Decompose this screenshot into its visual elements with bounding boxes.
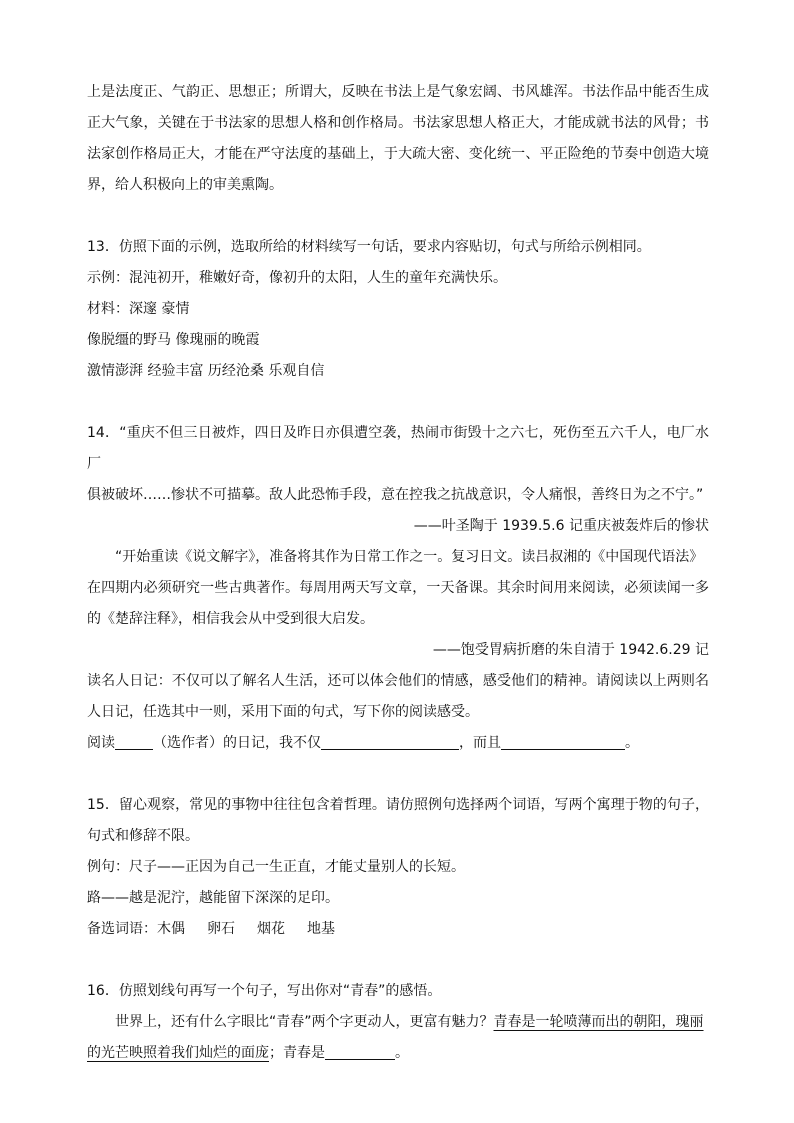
q14-quote-line: “开始重读《说文解字》，准备将其作为日常工作之一。复习日文。读吕叔湘的《中国现代语法》 bbox=[115, 549, 704, 565]
q15-options bbox=[87, 914, 709, 945]
q14-source: ——饱受胃病折磨的朱自清于 1942.6.29 记 bbox=[432, 642, 709, 658]
option-word: 地基 bbox=[307, 921, 335, 937]
spacer bbox=[87, 945, 709, 976]
q16-text bbox=[87, 1007, 709, 1038]
q15-prompt: 15．留心观察，常见的事物中往往包含着哲理。请仿照例句选择两个词语，写两个寓理于物的句子， bbox=[87, 797, 709, 813]
document-content bbox=[87, 77, 709, 1069]
option-word: 烟花 bbox=[257, 921, 285, 937]
paragraph-line: 界，给人积极向上的审美熏陶。 bbox=[87, 177, 283, 193]
q14-answer-frame bbox=[87, 728, 709, 759]
q14-quote-line: 的《楚辞注释》，相信我会从中受到很大启发。 bbox=[87, 611, 374, 627]
q13-materials: 像脱缰的野马 像瑰丽的晚霞 bbox=[87, 332, 260, 348]
frame-text: （选作者）的日记，我不仅 bbox=[153, 735, 321, 751]
answer-blank[interactable] bbox=[325, 1043, 395, 1060]
option-word: 卵石 bbox=[207, 921, 235, 937]
q13-materials: 材料：深邃 豪情 bbox=[87, 301, 190, 317]
underlined-sentence: 青春是一轮喷薄而出的朝阳，瑰丽 bbox=[493, 1014, 704, 1030]
q13-prompt: 13．仿照下面的示例，选取所给的材料续写一句话，要求内容贴切，句式与所给示例相同。 bbox=[87, 239, 651, 255]
paragraph-line: 正大气象，关键在于书法家的思想人格和创作格局。书法家思想人格正大，才能成就书法的风骨；书 bbox=[87, 115, 709, 131]
frame-text: 。 bbox=[625, 735, 639, 751]
q16-text-plain: 世界上，还有什么字眼比“青春”两个字更动人，更富有魅力？ bbox=[115, 1014, 494, 1030]
q13-example: 示例：混沌初开，稚嫩好奇，像初升的太阳，人生的童年充满快乐。 bbox=[87, 270, 507, 286]
answer-blank[interactable] bbox=[115, 733, 153, 750]
q16-text-plain: 。 bbox=[395, 1045, 409, 1061]
answer-blank[interactable] bbox=[501, 733, 625, 750]
q16-text-plain: ；青春是 bbox=[269, 1045, 325, 1061]
q14-task-line: 读名人日记：不仅可以了解名人生活，还可以体会他们的情感，感受他们的精神。请阅读以上两则名 bbox=[87, 673, 709, 689]
underlined-sentence: 的光芒映照着我们灿烂的面庞 bbox=[87, 1045, 269, 1061]
paragraph-line: 法家创作格局正大，才能在严守法度的基础上，于大疏大密、变化统一、平正险绝的节奏中创造大境 bbox=[87, 146, 709, 162]
q14-quote-line: 14．“重庆不但三日被炸，四日及昨日亦俱遭空袭，热闹市街毁十之六七，死伤至五六千人，电厂水厂 bbox=[87, 425, 709, 472]
q16-prompt: 16．仿照划线句再写一个句子，写出你对“青春”的感悟。 bbox=[87, 983, 442, 999]
q16-text bbox=[87, 1038, 709, 1069]
answer-blank[interactable] bbox=[321, 733, 459, 750]
options-label: 备选词语： bbox=[87, 921, 157, 937]
q15-example: 例句：尺子——正因为自己一生正直，才能丈量别人的长短。 bbox=[87, 859, 465, 875]
q14-source: ——叶圣陶于 1939.5.6 记重庆被轰炸后的惨状 bbox=[413, 518, 709, 534]
q15-example: 路——越是泥泞，越能留下深深的足印。 bbox=[87, 890, 339, 906]
spacer bbox=[87, 201, 709, 232]
option-word: 木偶 bbox=[157, 921, 185, 937]
q13-materials: 激情澎湃 经验丰富 历经沧桑 乐观自信 bbox=[87, 363, 325, 379]
q14-task-line: 人日记，任选其中一则，采用下面的句式，写下你的阅读感受。 bbox=[87, 704, 479, 720]
spacer bbox=[87, 759, 709, 790]
frame-text: 阅读 bbox=[87, 735, 115, 751]
paragraph-line: 上是法度正、气韵正、思想正；所谓大，反映在书法上是气象宏阔、书风雄浑。书法作品中能否生成 bbox=[87, 84, 709, 100]
q14-quote-line: 在四期内必须研究一些古典著作。每周用两天写文章，一天备课。其余时间用来阅读，必须读闻一多 bbox=[87, 580, 709, 596]
spacer bbox=[87, 387, 709, 418]
frame-text: ，而且 bbox=[459, 735, 501, 751]
q14-quote-line: 俱被破坏……惨状不可描摹。敌人此恐怖手段，意在控我之抗战意识，令人痛恨，善终日为之不宁。” bbox=[87, 487, 704, 503]
q15-prompt: 句式和修辞不限。 bbox=[87, 828, 199, 844]
